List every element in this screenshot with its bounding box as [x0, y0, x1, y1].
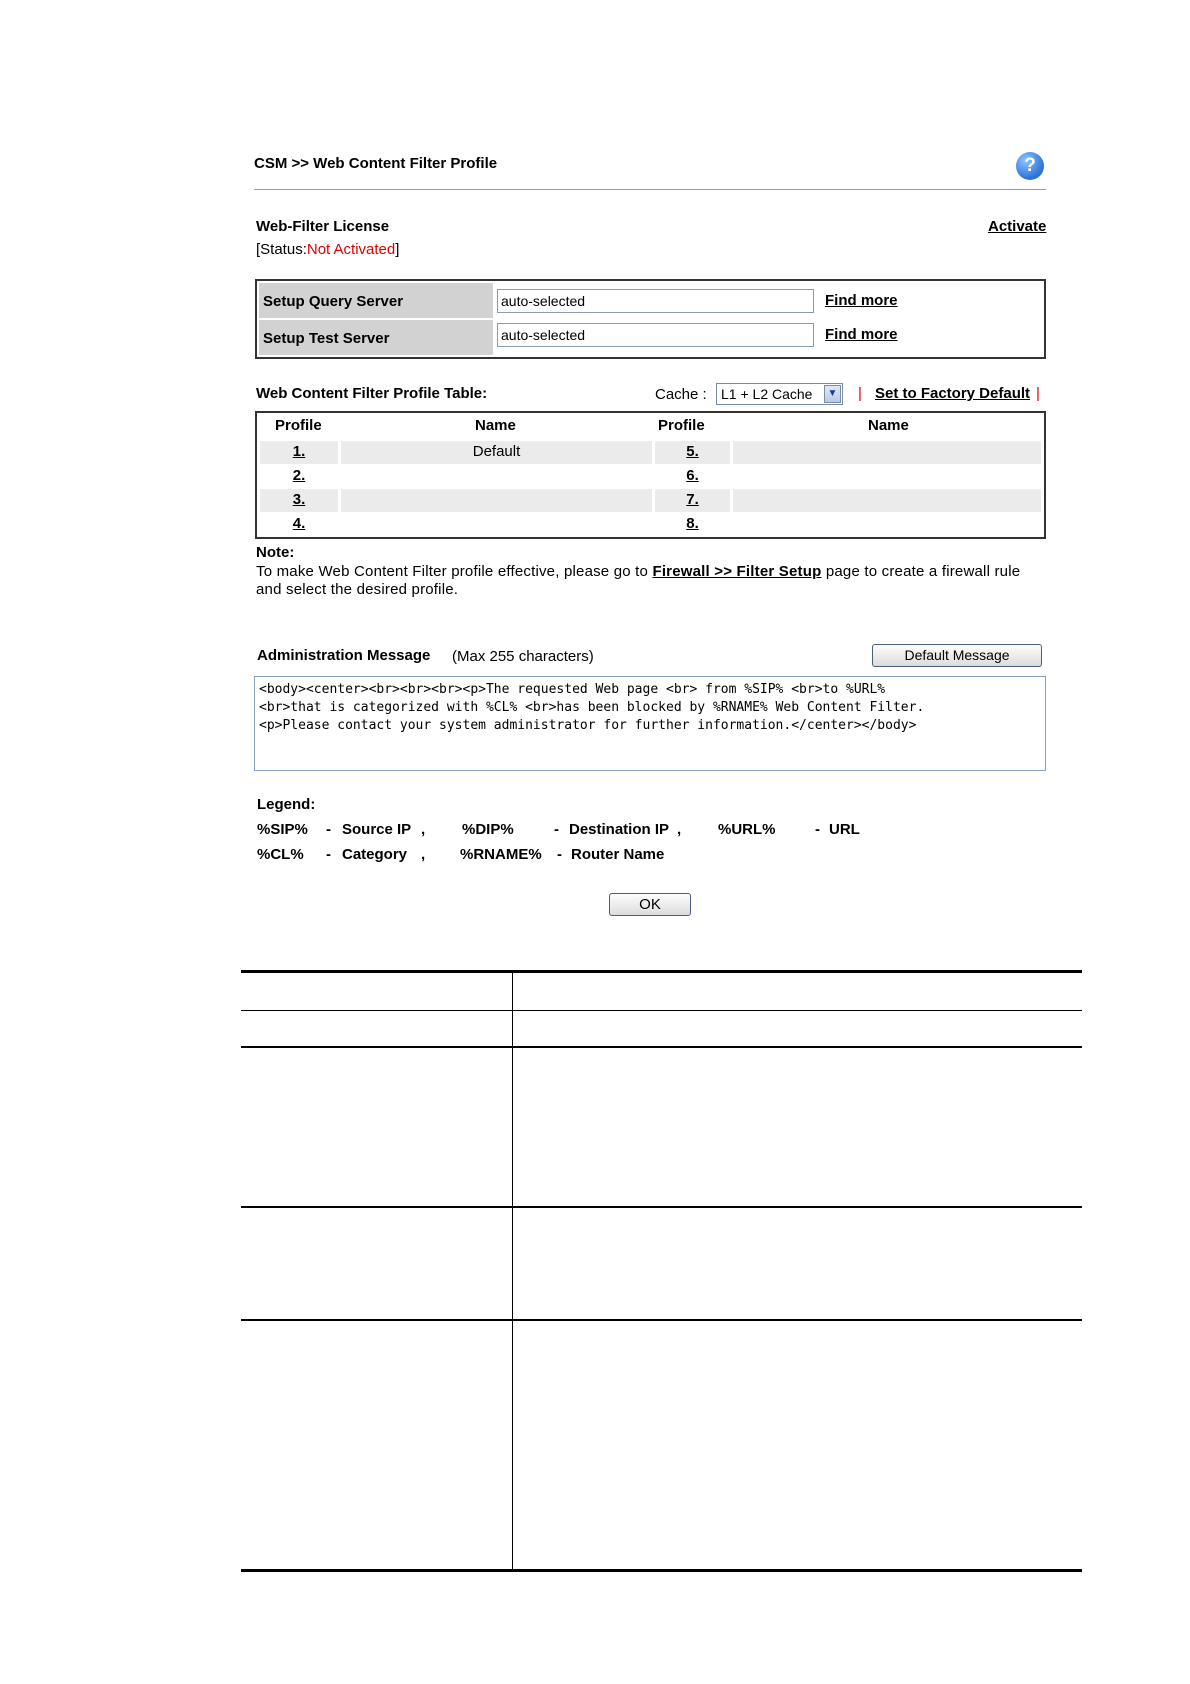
legend-dash: -	[326, 846, 331, 863]
name-cell: Default	[341, 441, 652, 464]
profile-link[interactable]: 7.	[686, 491, 699, 508]
legend-comma: ,	[421, 821, 426, 838]
cache-label: Cache :	[655, 386, 707, 403]
note-text-before: To make Web Content Filter profile effective, please go to	[256, 563, 653, 580]
legend-code: %SIP%	[257, 821, 308, 838]
table-row	[260, 465, 1041, 488]
default-message-button[interactable]: Default Message	[872, 644, 1042, 667]
legend-code: %CL%	[257, 846, 304, 863]
name-cell	[733, 441, 1041, 464]
separator: |	[858, 385, 862, 402]
legend-dash: -	[557, 846, 562, 863]
admin-message-title: Administration Message	[257, 647, 431, 664]
profile-cell[interactable]	[260, 441, 338, 464]
profile-cell[interactable]	[260, 465, 338, 488]
test-server-label: Setup Test Server	[259, 320, 493, 355]
name-cell	[733, 513, 1041, 536]
page-title: CSM >> Web Content Filter Profile	[254, 155, 498, 172]
admin-message-textarea[interactable]: <body><center><br><br><br><p>The requested Web page <br> from %SIP% <br>to %URL% <br>that is categorized with %CL% <br>has been blocked by %RNAME% Web Content Filter. <p>Please contact your system administrator for further information.</center></body>	[254, 676, 1046, 771]
legend-comma: ,	[677, 821, 682, 838]
table-row-divider	[241, 1319, 1082, 1321]
ok-button[interactable]: OK	[609, 893, 691, 916]
table-bottom-border	[241, 1569, 1082, 1572]
column-header-profile: Profile	[658, 417, 705, 434]
profile-link[interactable]: 2.	[292, 467, 306, 484]
firewall-filter-setup-link[interactable]: Firewall >> Filter Setup	[652, 563, 822, 580]
chevron-down-icon[interactable]: ▼	[824, 385, 841, 403]
legend-dash: -	[554, 821, 559, 838]
profile-table	[255, 411, 1046, 539]
legend-code: %RNAME%	[460, 846, 542, 863]
separator: |	[1036, 385, 1040, 402]
server-setup-box	[255, 279, 1046, 359]
name-cell	[341, 465, 652, 488]
factory-default-link[interactable]: Set to Factory Default	[875, 385, 1031, 402]
activate-link[interactable]: Activate	[988, 218, 1047, 235]
table-row-divider	[241, 1046, 1082, 1048]
note-text	[256, 563, 1046, 599]
name-cell	[341, 489, 652, 512]
table-row-divider	[241, 1010, 1082, 1011]
help-icon[interactable]: ?	[1016, 152, 1044, 180]
query-server-input[interactable]	[497, 289, 814, 313]
profile-link[interactable]: 6.	[686, 467, 699, 484]
admin-message-max-label: (Max 255 characters)	[452, 648, 594, 665]
name-cell	[733, 465, 1041, 488]
table-row	[260, 441, 1041, 464]
table-column-divider	[512, 970, 513, 1572]
legend-desc: Category	[342, 846, 408, 863]
license-title: Web-Filter License	[256, 218, 390, 235]
legend-desc: Router Name	[571, 846, 665, 863]
header-divider	[254, 189, 1046, 190]
legend-dash: -	[815, 821, 820, 838]
cache-select[interactable]	[716, 383, 843, 405]
name-cell	[341, 513, 652, 536]
status-prefix: [Status:	[256, 241, 307, 258]
profile-link[interactable]: 5.	[686, 443, 699, 460]
legend-dash: -	[326, 821, 331, 838]
name-cell	[733, 489, 1041, 512]
table-row	[260, 489, 1041, 512]
profile-cell[interactable]	[655, 441, 730, 464]
status-value: Not Activated	[306, 241, 396, 258]
status-suffix: ]	[395, 241, 400, 258]
profile-cell[interactable]	[655, 513, 730, 536]
profile-link[interactable]: 8.	[686, 515, 699, 532]
legend-desc: URL	[829, 821, 860, 838]
test-server-find-more-link[interactable]: Find more	[825, 326, 898, 343]
column-header-profile: Profile	[275, 417, 322, 434]
legend-comma: ,	[421, 846, 426, 863]
profile-link[interactable]: 4.	[292, 515, 306, 532]
profile-cell[interactable]	[260, 513, 338, 536]
legend-code: %URL%	[718, 821, 776, 838]
query-server-find-more-link[interactable]: Find more	[825, 292, 898, 309]
legend-code: %DIP%	[462, 821, 514, 838]
test-server-input[interactable]	[497, 323, 814, 347]
table-row-divider	[241, 1206, 1082, 1208]
profile-link[interactable]: 3.	[292, 491, 306, 508]
table-top-border	[241, 970, 1082, 973]
legend-title: Legend:	[257, 796, 316, 813]
license-status	[256, 241, 399, 258]
legend-desc: Source IP	[342, 821, 412, 838]
query-server-label: Setup Query Server	[259, 283, 493, 318]
legend-desc: Destination IP	[569, 821, 670, 838]
profile-cell[interactable]	[655, 465, 730, 488]
note-title: Note:	[256, 544, 295, 561]
cache-select-value: L1 + L2 Cache	[721, 386, 813, 402]
profile-cell[interactable]	[260, 489, 338, 512]
profile-link[interactable]: 1.	[292, 443, 306, 460]
note-text-after: page to create a firewall rule and select the desired profile.	[256, 563, 1021, 598]
column-header-name: Name	[475, 417, 516, 434]
profile-table-title: Web Content Filter Profile Table:	[256, 385, 488, 402]
table-row	[260, 513, 1041, 536]
column-header-name: Name	[868, 417, 909, 434]
profile-cell[interactable]	[655, 489, 730, 512]
